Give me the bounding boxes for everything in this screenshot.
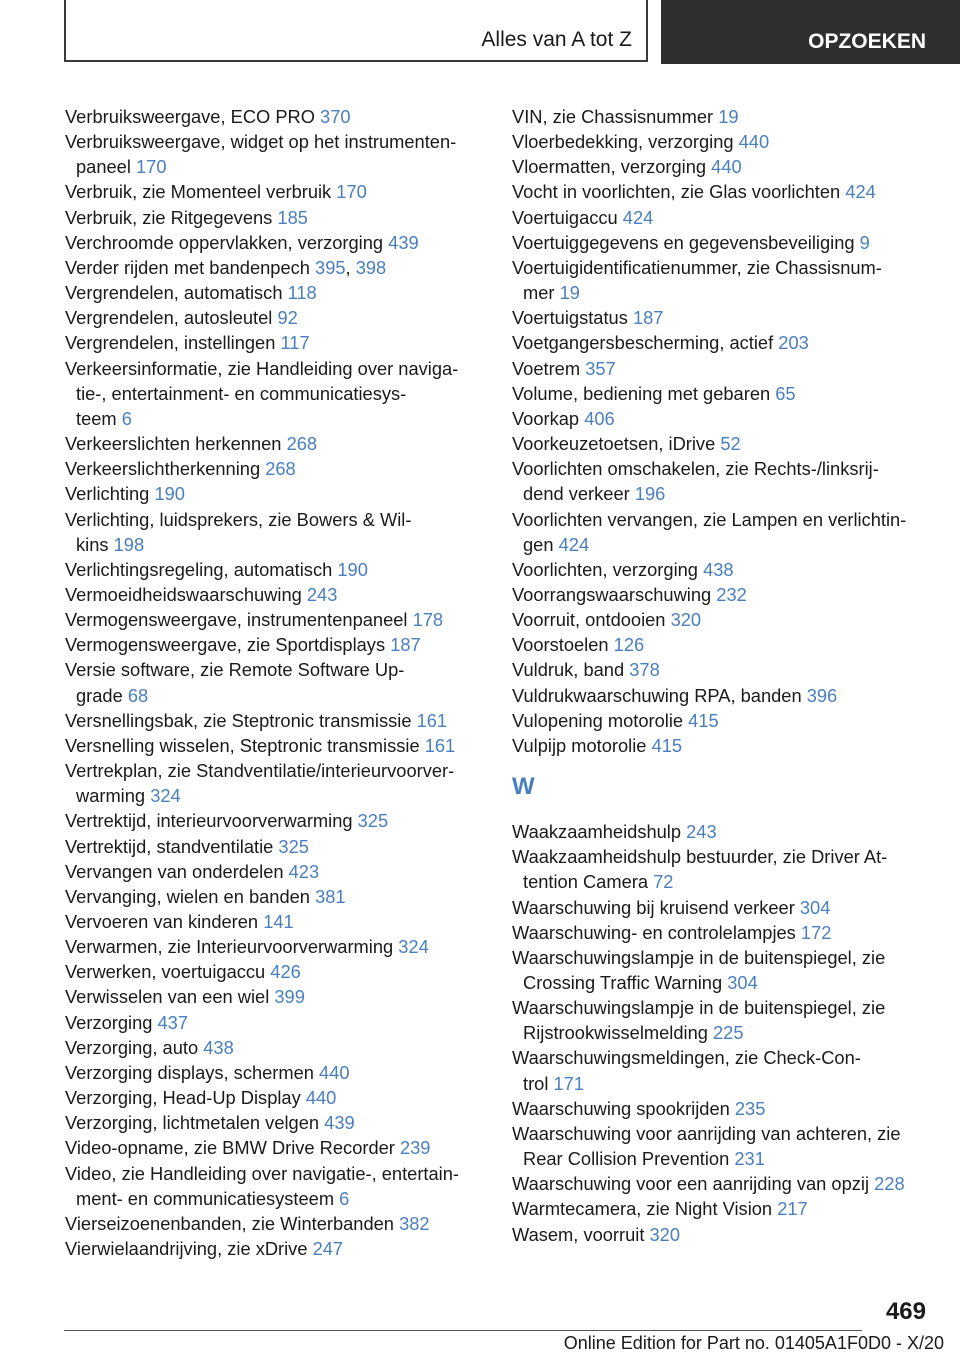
- page-reference-link[interactable]: 268: [265, 458, 296, 480]
- index-entry: [512, 205, 932, 230]
- entry-term: Waarschuwing voor aanrijding van achteren, zie: [512, 1122, 901, 1144]
- entry-term: Verlichting, luidsprekers, zie Bowers & Wil-: [65, 508, 412, 530]
- index-entry: [65, 1211, 485, 1236]
- index-entry-continuation: [512, 1020, 932, 1045]
- entry-term: Vervoeren van kinderen: [65, 911, 259, 932]
- page-reference-link[interactable]: 185: [277, 206, 308, 228]
- index-entry-continuation: [65, 381, 485, 406]
- page-reference-link[interactable]: 52: [720, 433, 741, 455]
- page-reference-link[interactable]: 190: [154, 483, 185, 505]
- index-entry: [512, 607, 932, 632]
- index-entry: [65, 1060, 485, 1085]
- page-reference-link[interactable]: 170: [136, 156, 167, 178]
- index-entry: [512, 733, 932, 758]
- page-reference-link[interactable]: 6: [121, 407, 132, 429]
- entry-term: VIN, zie Chassisnummer: [512, 106, 714, 127]
- page-reference-link[interactable]: 325: [278, 835, 309, 857]
- entry-term: Vermogensweergave, instrumentenpaneel: [65, 609, 408, 631]
- entry-term: Vervanging, wielen en banden: [65, 885, 310, 907]
- page-reference-link[interactable]: 324: [150, 785, 181, 807]
- entry-term: Verbruik, zie Ritgegevens: [65, 206, 273, 228]
- index-entry: [512, 356, 932, 381]
- index-entry: [65, 557, 485, 582]
- index-entry-continuation: [65, 683, 485, 708]
- entry-term: Verkeerslichten herkennen: [65, 433, 282, 455]
- footer-divider: [64, 1330, 862, 1331]
- page-reference-link[interactable]: 232: [716, 583, 747, 605]
- entry-term: paneel: [76, 156, 131, 178]
- entry-term: teem: [76, 407, 117, 429]
- index-entry: [512, 255, 932, 280]
- entry-term: Verwerken, voertuigaccu: [65, 961, 266, 983]
- entry-term: Waarschuwingslampje in de buitenspiegel, zie: [512, 997, 886, 1019]
- entry-term: Voorlichten, verzorging: [512, 558, 698, 580]
- page-reference-link[interactable]: 9: [859, 231, 870, 253]
- page-reference-link[interactable]: 415: [651, 734, 683, 756]
- entry-term: Verkeersinformatie, zie Handleiding over naviga-: [65, 357, 459, 379]
- entry-term: Vervangen van onderdelen: [65, 860, 284, 882]
- page-reference-link[interactable]: 198: [113, 533, 145, 555]
- index-entry: [512, 1096, 932, 1121]
- page-reference-link[interactable]: 370: [320, 106, 351, 127]
- entry-term: Verwisselen van een wiel: [65, 986, 270, 1008]
- index-entry: [512, 708, 932, 733]
- index-entry: [512, 844, 932, 869]
- page-reference-link[interactable]: 399: [274, 986, 305, 1008]
- entry-term: Voertuigstatus: [512, 307, 628, 329]
- index-entry: [512, 819, 932, 844]
- page-reference-link[interactable]: 320: [670, 609, 702, 631]
- active-tab[interactable]: [661, 0, 960, 64]
- entry-term: Crossing Traffic Warning: [523, 972, 723, 993]
- page-reference-link[interactable]: 382: [399, 1212, 430, 1234]
- index-entry: [65, 456, 485, 481]
- page-reference-link[interactable]: 19: [718, 106, 739, 127]
- page-reference-link[interactable]: 170: [336, 181, 367, 203]
- page-reference-link[interactable]: 187: [390, 634, 421, 656]
- index-entry: [512, 1045, 932, 1070]
- index-entry: [65, 356, 485, 381]
- index-entry: [512, 1196, 932, 1221]
- entry-term: Verkeerslichtherkenning: [65, 458, 261, 480]
- page-reference-link[interactable]: 304: [799, 896, 831, 918]
- index-entry: [65, 1161, 485, 1186]
- entry-term: Vloermatten, verzorging: [512, 156, 707, 178]
- index-entry-continuation: [65, 406, 485, 431]
- entry-term: Warmtecamera, zie Night Vision: [512, 1198, 773, 1220]
- entry-term: kins: [76, 533, 109, 555]
- entry-term: dend verkeer: [523, 483, 630, 505]
- index-entry-continuation: [512, 1071, 932, 1096]
- page-reference-link[interactable]: 217: [777, 1198, 808, 1220]
- page-reference-link[interactable]: 304: [727, 972, 758, 993]
- entry-term: tie-, entertainment- en communicatiesys-: [76, 382, 407, 404]
- index-entry: [65, 431, 485, 456]
- entry-term: Versie software, zie Remote Software Up-: [65, 659, 405, 681]
- page-reference-link[interactable]: 228: [874, 1173, 905, 1195]
- index-entry: [65, 1110, 485, 1135]
- entry-term: Vuldrukwaarschuwing RPA, banden: [512, 684, 802, 706]
- entry-term: Vergrendelen, autosleutel: [65, 307, 273, 329]
- index-entry: [65, 758, 485, 783]
- entry-term: Verzorging, Head-Up Display: [65, 1087, 301, 1109]
- entry-term: Verbruiksweergave, ECO PRO: [65, 106, 315, 127]
- entry-term: Vertrektijd, interieurvoorverwarming: [65, 810, 353, 832]
- index-entry: [512, 1171, 932, 1196]
- index-entry: [65, 330, 485, 355]
- entry-term: Waarschuwing spookrijden: [512, 1097, 730, 1119]
- entry-term: gen: [523, 533, 554, 555]
- entry-term: Video-opname, zie BMW Drive Recorder: [65, 1137, 395, 1159]
- index-entry: [512, 129, 932, 154]
- page-reference-link[interactable]: 395: [315, 256, 346, 278]
- index-entry: [65, 909, 485, 934]
- page-reference-link[interactable]: 357: [585, 357, 616, 379]
- index-entry: [65, 607, 485, 632]
- index-entry: [65, 104, 485, 129]
- index-entry: [512, 456, 932, 481]
- page-reference-link[interactable]: 196: [634, 483, 666, 505]
- page-reference-link[interactable]: 424: [558, 533, 590, 555]
- index-entry: [65, 305, 485, 330]
- index-entry-continuation: [512, 481, 932, 506]
- index-entry: [65, 834, 485, 859]
- page-reference-link[interactable]: 203: [778, 332, 809, 354]
- page-reference-link[interactable]: 268: [286, 433, 318, 455]
- entry-term: Voertuiggegevens en gegevensbeveiliging: [512, 231, 855, 253]
- index-entry: [65, 632, 485, 657]
- page-reference-link[interactable]: 325: [357, 810, 389, 832]
- entry-term: Verbruik, zie Momenteel verbruik: [65, 181, 332, 203]
- page-reference-link[interactable]: 440: [711, 156, 742, 178]
- entry-term: Vertrekplan, zie Standventilatie/interieurvoorver-: [65, 760, 455, 782]
- index-entry-continuation: [512, 1146, 932, 1171]
- page-reference-link[interactable]: 225: [713, 1022, 744, 1044]
- entry-term: Wasem, voorruit: [512, 1223, 645, 1245]
- index-entry: [65, 859, 485, 884]
- entry-term: ment- en communicatiesysteem: [76, 1187, 335, 1209]
- index-entry: [512, 995, 932, 1020]
- index-entry: [65, 984, 485, 1009]
- entry-term: grade: [76, 684, 123, 706]
- index-column-left: [65, 104, 485, 1261]
- index-entry: [512, 1222, 932, 1247]
- index-entry: [512, 330, 932, 355]
- index-entry: [512, 920, 932, 945]
- index-entry: [512, 557, 932, 582]
- entry-term: mer: [523, 282, 555, 304]
- page-reference-link[interactable]: 378: [629, 659, 660, 681]
- entry-term: Vermoeidheidswaarschuwing: [65, 583, 302, 605]
- index-entry-continuation: [65, 1186, 485, 1211]
- entry-term: Video, zie Handleiding over navigatie-, entertain-: [65, 1162, 459, 1184]
- entry-term: Versnellingsbak, zie Steptronic transmissie: [65, 709, 412, 731]
- index-entry-continuation: [65, 154, 485, 179]
- index-entry: [65, 205, 485, 230]
- entry-term: Waarschuwingslampje in de buitenspiegel, zie: [512, 946, 886, 968]
- index-entry: [512, 632, 932, 657]
- entry-term: Vloerbedekking, verzorging: [512, 131, 734, 153]
- entry-term: Versnelling wisselen, Steptronic transmissie: [65, 734, 420, 756]
- index-entry: [65, 708, 485, 733]
- page-reference-link[interactable]: 65: [775, 382, 796, 404]
- entry-term: trol: [523, 1072, 549, 1094]
- entry-term: Verzorging displays, schermen: [65, 1061, 314, 1083]
- page-reference-link[interactable]: 438: [203, 1036, 234, 1058]
- index-entry: [512, 895, 932, 920]
- page-reference-link[interactable]: 19: [559, 282, 580, 304]
- entry-term: Vermogensweergave, zie Sportdisplays: [65, 634, 386, 656]
- page-reference-link[interactable]: 68: [127, 684, 149, 706]
- page-reference-link[interactable]: 126: [613, 634, 645, 656]
- page-reference-link[interactable]: 424: [622, 206, 654, 228]
- entry-term: Verzorging: [65, 1011, 153, 1033]
- index-entry: [512, 431, 932, 456]
- page-reference-link[interactable]: 437: [157, 1011, 189, 1033]
- index-entry: [512, 683, 932, 708]
- entry-term: Verzorging, auto: [65, 1036, 199, 1058]
- entry-term: Verbruiksweergave, widget op het instrumenten-: [65, 131, 457, 153]
- entry-term: Voorkap: [512, 407, 580, 429]
- index-entry: [65, 1035, 485, 1060]
- footer-edition-text: Online Edition for Part no. 01405A1F0D0 - X/20: [563, 1333, 944, 1353]
- section-tab-label: Alles van A tot Z: [481, 28, 632, 51]
- entry-term: Vuldruk, band: [512, 659, 625, 681]
- section-tab[interactable]: [64, 0, 648, 62]
- index-entry: [512, 582, 932, 607]
- page-reference-link[interactable]: 243: [686, 821, 717, 843]
- entry-term: Vertrektijd, standventilatie: [65, 835, 274, 857]
- page-reference-link[interactable]: 440: [305, 1087, 337, 1109]
- page-reference-link[interactable]: 396: [806, 684, 838, 706]
- index-entry: [512, 507, 932, 532]
- page-reference-link[interactable]: 247: [312, 1238, 344, 1260]
- section-letter: W: [512, 773, 535, 801]
- index-entry: [512, 406, 932, 431]
- index-entry: [512, 230, 932, 255]
- page-reference-link[interactable]: 161: [424, 734, 456, 756]
- page-reference-link[interactable]: 324: [398, 936, 429, 958]
- page-reference-link[interactable]: 72: [653, 871, 674, 893]
- index-entry-continuation: [65, 532, 485, 557]
- page-reference-link[interactable]: 415: [688, 709, 719, 731]
- index-entry: [512, 657, 932, 682]
- index-entry-continuation: [512, 280, 932, 305]
- index-entry: [512, 1121, 932, 1146]
- index-entry: [65, 959, 485, 984]
- index-entry: [65, 481, 485, 506]
- entry-term: Vergrendelen, automatisch: [65, 282, 283, 304]
- entry-term: Waakzaamheidshulp bestuurder, zie Driver At-: [512, 846, 888, 868]
- entry-term: Verzorging, lichtmetalen velgen: [65, 1112, 320, 1134]
- page-reference-link[interactable]: 190: [337, 558, 368, 580]
- entry-term: Voorlichten vervangen, zie Lampen en verlichtin-: [512, 508, 907, 530]
- index-entry: [65, 507, 485, 532]
- page-reference-link[interactable]: 187: [632, 307, 664, 329]
- page-reference-link[interactable]: 439: [324, 1112, 355, 1134]
- entry-term: Rear Collision Prevention: [523, 1148, 730, 1170]
- page-reference-link[interactable]: 424: [845, 181, 876, 203]
- index-column-right: [512, 104, 932, 1247]
- index-entry: [65, 884, 485, 909]
- entry-term: Voetgangersbescherming, actief: [512, 332, 774, 354]
- index-entry: [512, 305, 932, 330]
- page-reference-link[interactable]: 141: [263, 911, 294, 932]
- index-entry: [65, 280, 485, 305]
- entry-term: Rijstrookwisselmelding: [523, 1022, 708, 1044]
- index-entry: [65, 129, 485, 154]
- index-entry: [65, 1236, 485, 1261]
- index-entry: [512, 945, 932, 970]
- page-reference-link[interactable]: 243: [306, 583, 338, 605]
- page-number: 469: [885, 1298, 926, 1325]
- active-tab-label: OPZOEKEN: [808, 30, 926, 53]
- index-entry-continuation: [512, 869, 932, 894]
- index-entry: [65, 582, 485, 607]
- index-entry: [512, 154, 932, 179]
- index-entry: [512, 381, 932, 406]
- page-reference-link[interactable]: 406: [584, 407, 615, 429]
- entry-term: Waarschuwing- en controlelampjes: [512, 921, 796, 943]
- page-reference-link[interactable]: 117: [280, 332, 310, 354]
- page-reference-link[interactable]: 439: [388, 231, 419, 253]
- page-reference-link[interactable]: 239: [399, 1137, 431, 1159]
- page-reference-link[interactable]: 398: [355, 256, 387, 278]
- entry-term: Verlichtingsregeling, automatisch: [65, 558, 333, 580]
- entry-term: Waarschuwing bij kruisend verkeer: [512, 896, 795, 918]
- entry-term: Vierwielaandrijving, zie xDrive: [65, 1238, 308, 1260]
- entry-term: Voertuigidentificatienummer, zie Chassisnum-: [512, 256, 882, 278]
- index-entry: [65, 657, 485, 682]
- entry-term: Waarschuwing voor een aanrijding van opzij: [512, 1173, 870, 1195]
- page-reference-link[interactable]: 381: [315, 885, 346, 907]
- index-entry: [65, 230, 485, 255]
- entry-term: Verwarmen, zie Interieurvoorverwarming: [65, 936, 394, 958]
- page-reference-link[interactable]: 438: [703, 558, 734, 580]
- entry-term: Voorruit, ontdooien: [512, 609, 666, 631]
- index-entry: [65, 179, 485, 204]
- entry-term: Waarschuwingsmeldingen, zie Check-Con-: [512, 1047, 861, 1069]
- entry-term: Voertuigaccu: [512, 206, 618, 228]
- index-entry: [65, 1010, 485, 1035]
- entry-term: Vergrendelen, instellingen: [65, 332, 276, 354]
- page-reference-link[interactable]: 171: [553, 1072, 585, 1094]
- page-reference-link[interactable]: 320: [649, 1223, 681, 1245]
- index-entry: [65, 1085, 485, 1110]
- entry-term: Voetrem: [512, 357, 581, 379]
- entry-term: Volume, bediening met gebaren: [512, 382, 771, 404]
- entry-term: warming: [76, 785, 146, 807]
- page-reference-link[interactable]: 178: [412, 609, 444, 631]
- entry-term: Verchroomde oppervlakken, verzorging: [65, 231, 384, 253]
- entry-term: Vulpijp motorolie: [512, 734, 647, 756]
- index-entry-continuation: [65, 783, 485, 808]
- page-reference-link[interactable]: 235: [734, 1097, 766, 1119]
- index-entry-continuation: [512, 970, 932, 995]
- page-reference-link[interactable]: 440: [738, 131, 770, 153]
- entry-term: Voorlichten omschakelen, zie Rechts-/linksrij-: [512, 458, 879, 480]
- index-entry: [65, 1135, 485, 1160]
- index-entry: [65, 808, 485, 833]
- page-reference-link[interactable]: 423: [288, 860, 320, 882]
- entry-term: Vierseizoenenbanden, zie Winterbanden: [65, 1212, 394, 1234]
- entry-term: Vocht in voorlichten, zie Glas voorlichten: [512, 181, 841, 203]
- index-entry: [65, 733, 485, 758]
- entry-term: Voorrangswaarschuwing: [512, 583, 712, 605]
- index-entry: [65, 934, 485, 959]
- page-reference-link[interactable]: 426: [270, 961, 301, 983]
- page-reference-link[interactable]: 231: [734, 1148, 765, 1170]
- entry-term: Verder rijden met bandenpech: [65, 256, 310, 278]
- entry-term: Voorkeuzetoetsen, iDrive: [512, 433, 716, 455]
- page-reference-link[interactable]: 440: [319, 1061, 350, 1083]
- page-reference-link[interactable]: 161: [416, 709, 448, 731]
- page-reference-link[interactable]: 118: [287, 282, 317, 304]
- index-entry-continuation: [512, 532, 932, 557]
- page-header: [0, 0, 960, 66]
- index-entry: [512, 179, 932, 204]
- entry-term: Waakzaamheidshulp: [512, 821, 682, 843]
- page-reference-link[interactable]: 92: [277, 307, 298, 329]
- index-entry: Verder rijden met bandenpech 395, 398: [65, 256, 387, 278]
- page-reference-link[interactable]: 6: [339, 1187, 350, 1209]
- index-entry: [512, 104, 932, 129]
- entry-term: Verlichting: [65, 483, 150, 505]
- entry-term: Vulopening motorolie: [512, 709, 684, 731]
- entry-term: tention Camera: [523, 871, 648, 893]
- entry-term: Voorstoelen: [512, 634, 609, 656]
- page-reference-link[interactable]: 172: [800, 921, 832, 943]
